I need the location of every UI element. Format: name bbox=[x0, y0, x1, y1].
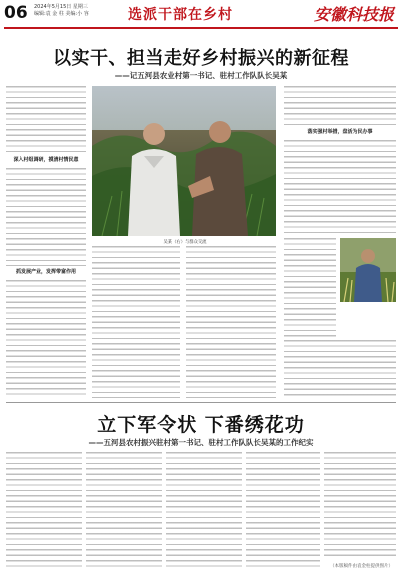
story1-col4-text-d bbox=[284, 340, 396, 398]
story2-photo-note: （本版稿件由袁金柱提供图片） bbox=[330, 564, 393, 569]
story1-subhead: ——记五河县农业村第一书记、驻村工作队队长吴某 bbox=[114, 71, 288, 80]
issue-meta bbox=[34, 4, 114, 18]
story1-col4-text-c bbox=[284, 238, 336, 338]
date-line: 2024年5月15日 星期三 bbox=[34, 4, 88, 10]
story2-col1-text bbox=[6, 452, 82, 570]
story1-col4-subhead-wrap bbox=[284, 128, 396, 138]
story1-col1-text bbox=[6, 86, 86, 154]
editor-line: 编辑:袁 金 柱 美编:小 容 bbox=[34, 11, 89, 17]
story1-col1-subhead-wrap bbox=[6, 156, 86, 166]
page-header bbox=[0, 0, 402, 30]
story1-photo-caption: 吴某（右）与群众交流 bbox=[163, 240, 207, 245]
story2-subhead: ——五河县农村振兴驻村第一书记、驻村工作队队长吴某的工作纪实 bbox=[88, 438, 314, 447]
newspaper-logo: 安徽科技报 bbox=[313, 5, 394, 24]
story-divider bbox=[6, 402, 396, 403]
story1-col3-text bbox=[186, 246, 276, 398]
field-photo-image bbox=[92, 86, 276, 236]
story1-col4-text bbox=[284, 86, 396, 126]
story2-col5-text bbox=[324, 452, 396, 560]
story1-col2-text bbox=[92, 246, 180, 398]
story2-col3-text bbox=[166, 452, 242, 570]
story1-col1-subhead2-wrap bbox=[6, 268, 86, 278]
story1-subhead-2: 抓发展产业，发挥带富作用 bbox=[15, 269, 76, 275]
story1-col4-text-b bbox=[284, 140, 396, 236]
header-rule bbox=[4, 27, 398, 29]
page-number: 06 bbox=[4, 3, 28, 23]
story1-subhead-3: 落实强村举措，盘活为民办事 bbox=[307, 129, 373, 135]
story1-photo bbox=[92, 86, 276, 236]
story1-col1-text-b bbox=[6, 168, 86, 266]
story1-col1-text-c bbox=[6, 280, 86, 398]
story2-col2-text bbox=[86, 452, 162, 570]
crop-photo-image bbox=[340, 238, 396, 302]
section-title: 选派干部在乡村 bbox=[128, 7, 233, 23]
story2-col4-text bbox=[246, 452, 320, 570]
story1-small-photo bbox=[340, 238, 396, 302]
story1-headline: 以实干、担当走好乡村振兴的新征程 bbox=[53, 48, 349, 69]
story2-headline: 立下军令状 下番绣花功 bbox=[97, 414, 305, 436]
story1-subhead-1: 深入村组调研，摸清村情民意 bbox=[13, 157, 79, 163]
